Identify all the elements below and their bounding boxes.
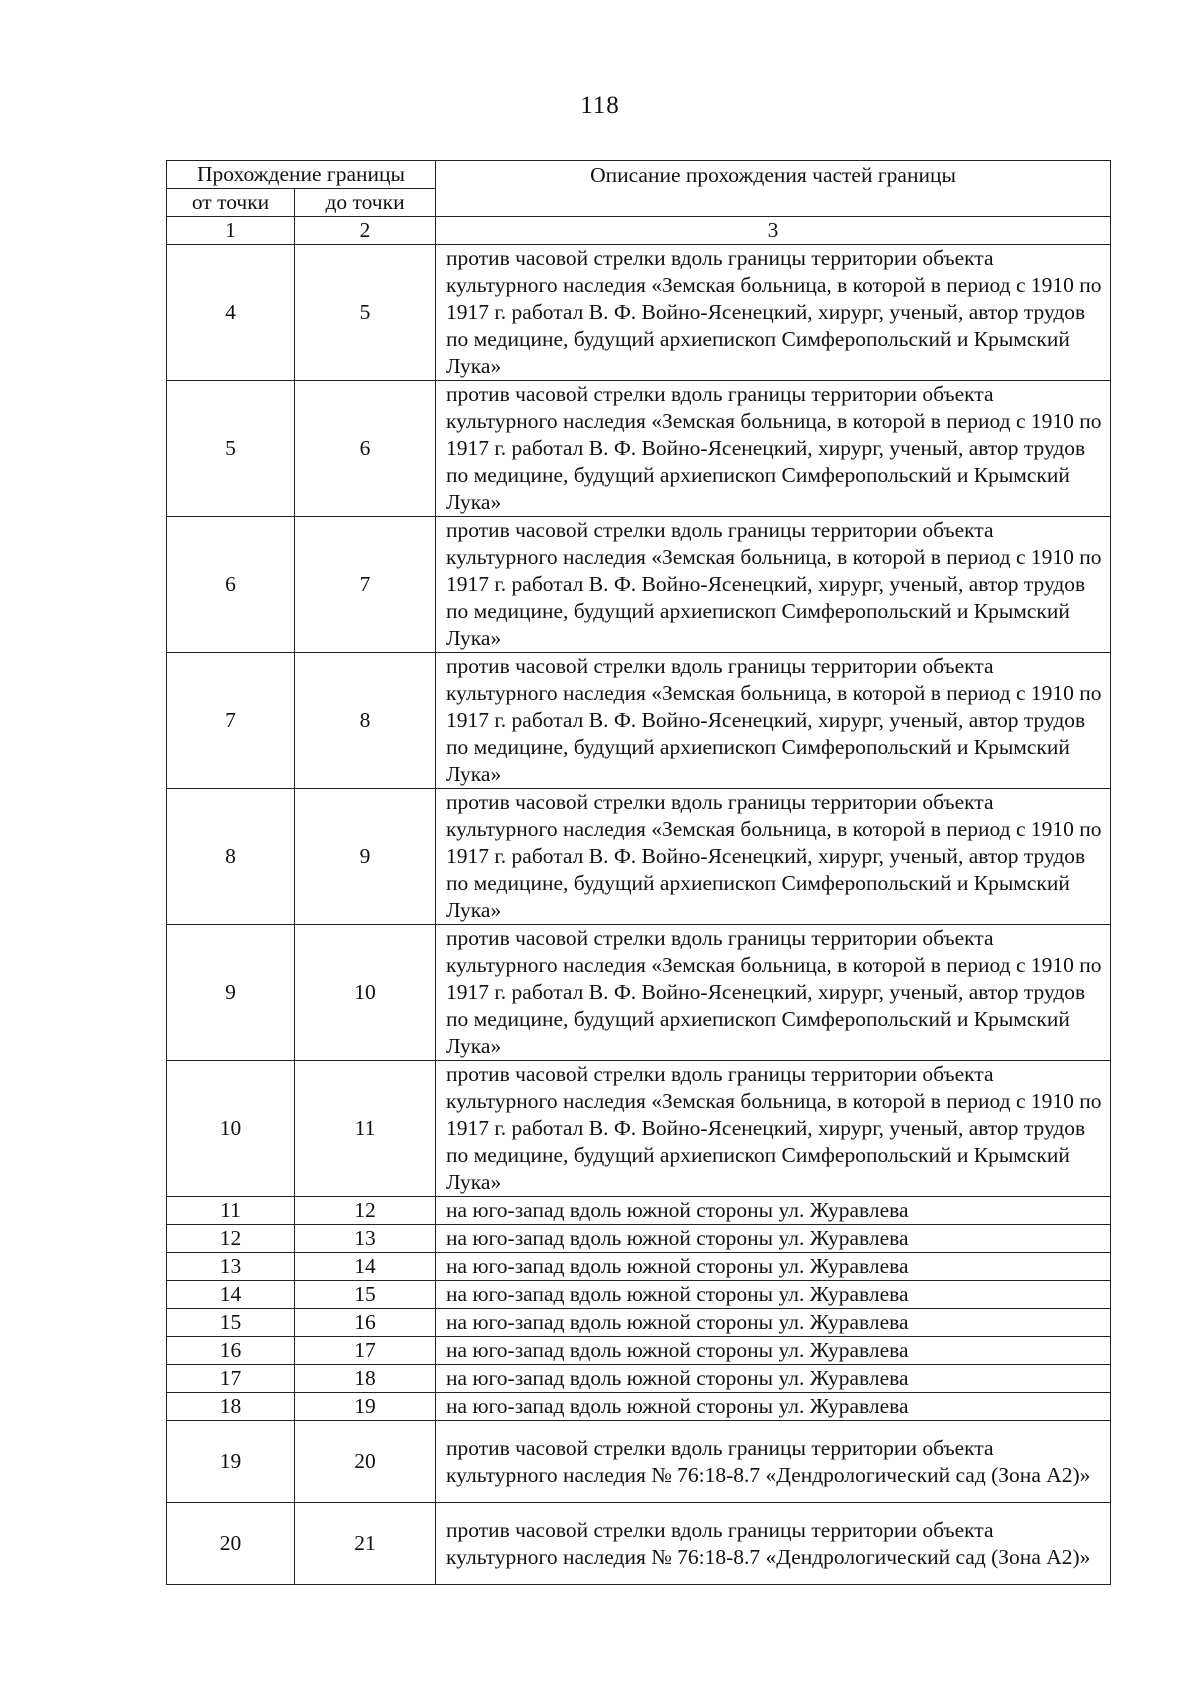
table-row (167, 1309, 1111, 1337)
header-to-point: до точки (295, 189, 436, 217)
description-cell: на юго-запад вдоль южной стороны ул. Журавлева (436, 1365, 1111, 1393)
description-cell: против часовой стрелки вдоль границы территории объекта культурного наследия № 76:18-8.7 «Дендрологический сад (Зона А2)» (436, 1421, 1111, 1503)
header-col-number-3: 3 (436, 217, 1111, 245)
description-cell: против часовой стрелки вдоль границы территории объекта культурного наследия «Земская больница, в которой в период с 1910 по 1917 г. работал В. Ф. Войно-Ясенецкий, хирург, ученый, автор трудов по медицине, будущий архиепископ Симферопольский и Крымский Лука» (436, 517, 1111, 653)
table-row (167, 1061, 1111, 1197)
table-row (167, 653, 1111, 789)
table-row (167, 1225, 1111, 1253)
from-point-cell: 11 (167, 1197, 295, 1225)
table-row (167, 1337, 1111, 1365)
to-point-cell: 12 (295, 1197, 436, 1225)
from-point-cell: 20 (167, 1503, 295, 1585)
page-number: 118 (580, 92, 620, 119)
table-row (167, 925, 1111, 1061)
to-point-cell: 10 (295, 925, 436, 1061)
to-point-cell: 9 (295, 789, 436, 925)
from-point-cell: 17 (167, 1365, 295, 1393)
to-point-cell: 6 (295, 381, 436, 517)
table-header (167, 161, 1111, 245)
header-description: Описание прохождения частей границы (436, 161, 1111, 217)
description-cell: против часовой стрелки вдоль границы территории объекта культурного наследия № 76:18-8.7 «Дендрологический сад (Зона А2)» (436, 1503, 1111, 1585)
table-row (167, 789, 1111, 925)
description-cell: против часовой стрелки вдоль границы территории объекта культурного наследия «Земская больница, в которой в период с 1910 по 1917 г. работал В. Ф. Войно-Ясенецкий, хирург, ученый, автор трудов по медицине, будущий архиепископ Симферопольский и Крымский Лука» (436, 1061, 1111, 1197)
table-row (167, 517, 1111, 653)
table-row (167, 1393, 1111, 1421)
from-point-cell: 6 (167, 517, 295, 653)
from-point-cell: 14 (167, 1281, 295, 1309)
to-point-cell: 21 (295, 1503, 436, 1585)
table-row (167, 1421, 1111, 1503)
description-cell: на юго-запад вдоль южной стороны ул. Журавлева (436, 1225, 1111, 1253)
description-cell: против часовой стрелки вдоль границы территории объекта культурного наследия «Земская больница, в которой в период с 1910 по 1917 г. работал В. Ф. Войно-Ясенецкий, хирург, ученый, автор трудов по медицине, будущий архиепископ Симферопольский и Крымский Лука» (436, 653, 1111, 789)
header-group-label: Прохождение границы (167, 161, 436, 189)
to-point-cell: 7 (295, 517, 436, 653)
description-cell: против часовой стрелки вдоль границы территории объекта культурного наследия «Земская больница, в которой в период с 1910 по 1917 г. работал В. Ф. Войно-Ясенецкий, хирург, ученый, автор трудов по медицине, будущий архиепископ Симферопольский и Крымский Лука» (436, 381, 1111, 517)
to-point-cell: 17 (295, 1337, 436, 1365)
description-cell: на юго-запад вдоль южной стороны ул. Журавлева (436, 1393, 1111, 1421)
to-point-cell: 8 (295, 653, 436, 789)
header-col-number-1: 1 (167, 217, 295, 245)
from-point-cell: 18 (167, 1393, 295, 1421)
from-point-cell: 8 (167, 789, 295, 925)
table-row (167, 1253, 1111, 1281)
to-point-cell: 13 (295, 1225, 436, 1253)
header-col-number-2: 2 (295, 217, 436, 245)
to-point-cell: 14 (295, 1253, 436, 1281)
description-cell: против часовой стрелки вдоль границы территории объекта культурного наследия «Земская больница, в которой в период с 1910 по 1917 г. работал В. Ф. Войно-Ясенецкий, хирург, ученый, автор трудов по медицине, будущий архиепископ Симферопольский и Крымский Лука» (436, 925, 1111, 1061)
table-row (167, 245, 1111, 381)
description-cell: против часовой стрелки вдоль границы территории объекта культурного наследия «Земская больница, в которой в период с 1910 по 1917 г. работал В. Ф. Войно-Ясенецкий, хирург, ученый, автор трудов по медицине, будущий архиепископ Симферопольский и Крымский Лука» (436, 245, 1111, 381)
to-point-cell: 11 (295, 1061, 436, 1197)
description-cell: на юго-запад вдоль южной стороны ул. Журавлева (436, 1309, 1111, 1337)
description-cell: против часовой стрелки вдоль границы территории объекта культурного наследия «Земская больница, в которой в период с 1910 по 1917 г. работал В. Ф. Войно-Ясенецкий, хирург, ученый, автор трудов по медицине, будущий архиепископ Симферопольский и Крымский Лука» (436, 789, 1111, 925)
to-point-cell: 16 (295, 1309, 436, 1337)
from-point-cell: 16 (167, 1337, 295, 1365)
table-row (167, 1281, 1111, 1309)
table-row (167, 1365, 1111, 1393)
from-point-cell: 9 (167, 925, 295, 1061)
from-point-cell: 15 (167, 1309, 295, 1337)
to-point-cell: 18 (295, 1365, 436, 1393)
table-row (167, 1503, 1111, 1585)
from-point-cell: 5 (167, 381, 295, 517)
to-point-cell: 5 (295, 245, 436, 381)
description-cell: на юго-запад вдоль южной стороны ул. Журавлева (436, 1197, 1111, 1225)
from-point-cell: 12 (167, 1225, 295, 1253)
to-point-cell: 20 (295, 1421, 436, 1503)
boundary-table (166, 160, 1111, 1585)
from-point-cell: 19 (167, 1421, 295, 1503)
table-body (167, 245, 1111, 1585)
from-point-cell: 7 (167, 653, 295, 789)
to-point-cell: 19 (295, 1393, 436, 1421)
from-point-cell: 10 (167, 1061, 295, 1197)
description-cell: на юго-запад вдоль южной стороны ул. Журавлева (436, 1281, 1111, 1309)
to-point-cell: 15 (295, 1281, 436, 1309)
table-row (167, 1197, 1111, 1225)
table-row (167, 381, 1111, 517)
description-cell: на юго-запад вдоль южной стороны ул. Журавлева (436, 1253, 1111, 1281)
header-from-point: от точки (167, 189, 295, 217)
description-cell: на юго-запад вдоль южной стороны ул. Журавлева (436, 1337, 1111, 1365)
from-point-cell: 4 (167, 245, 295, 381)
from-point-cell: 13 (167, 1253, 295, 1281)
